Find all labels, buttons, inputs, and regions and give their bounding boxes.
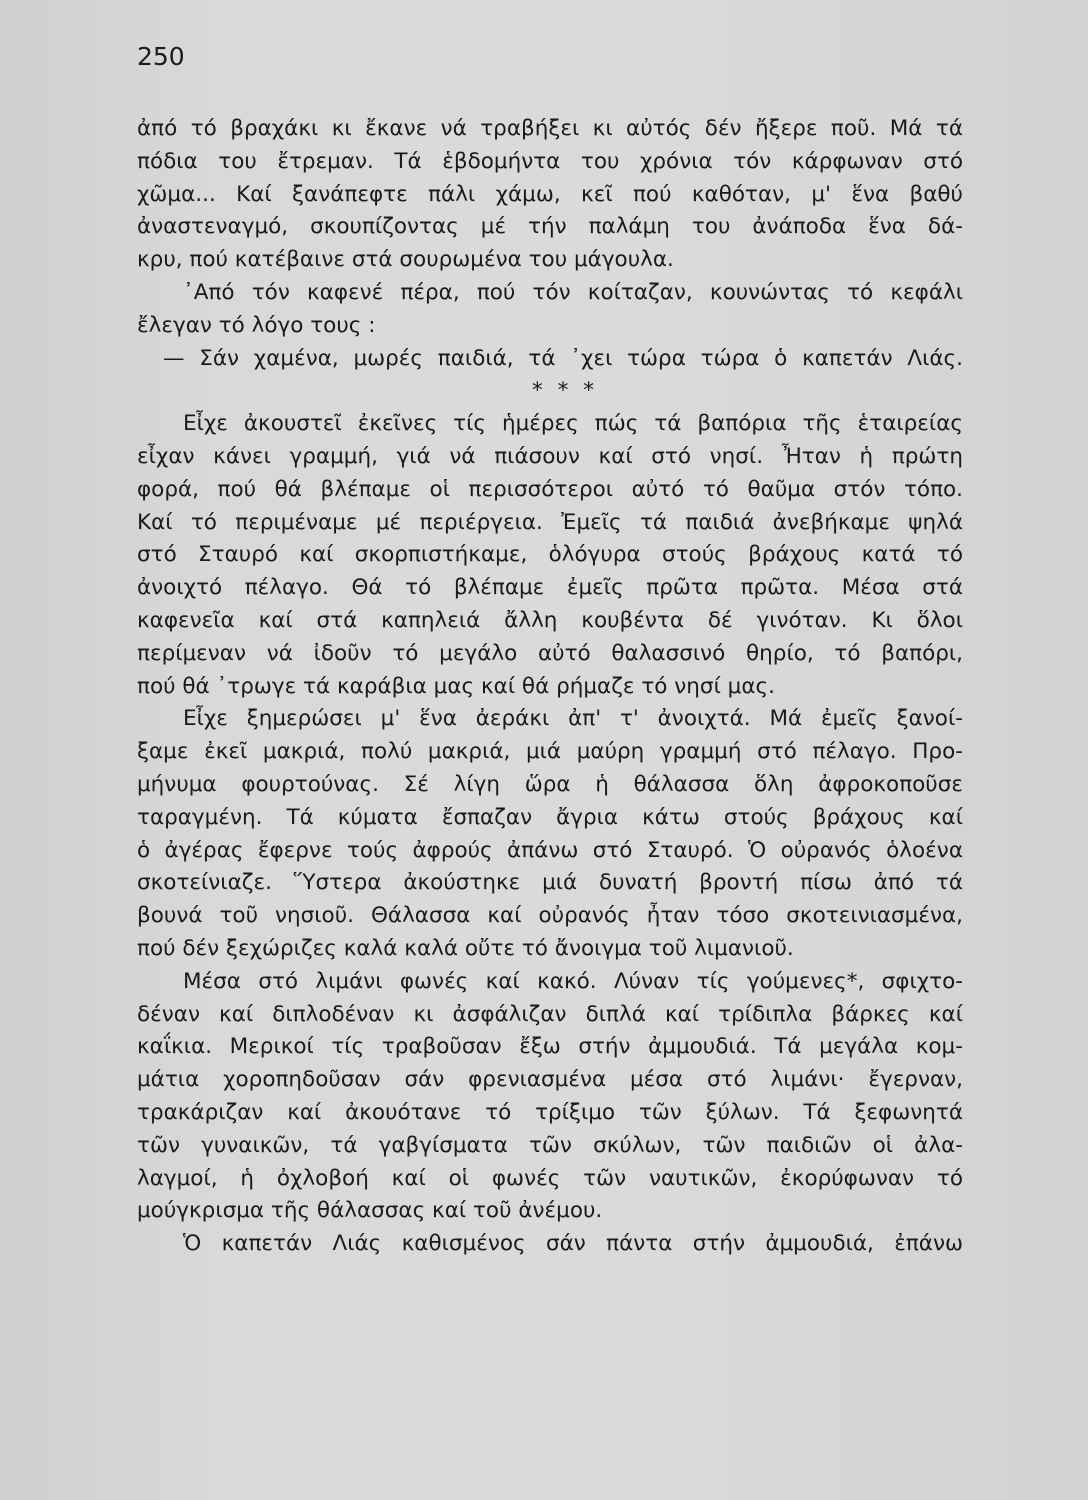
text-line: σκοτείνιαζε. Ὕστερα ἀκούστηκε μιά δυνατή βροντή πίσω ἀπό τά bbox=[137, 870, 963, 896]
text-line: κρυ, πού κατέβαινε στά σουρωμένα του μάγουλα. bbox=[137, 247, 674, 273]
text-line: μούγκρισμα τῆς θάλασσας καί τοῦ ἀνέμου. bbox=[137, 1198, 603, 1224]
text-line: μήνυμα φουρτούνας. Σέ λίγη ὥρα ἡ θάλασσα ὅλη ἀφροκοποῦσε bbox=[137, 771, 963, 797]
text-line: εἶχαν κάνει γραμμή, γιά νά πιάσουν καί στό νησί. Ἦταν ἡ πρώτη bbox=[137, 443, 963, 469]
text-line: ἀπό τό βραχάκι κι ἔκανε νά τραβήξει κι αὐτός δέν ἤξερε ποῦ. Μά τά bbox=[137, 116, 963, 141]
text-line: λαγμοί, ἡ ὀχλοβοή καί οἱ φωνές τῶν ναυτικῶν, ἐκορύφωναν τό bbox=[137, 1165, 963, 1191]
text-line: ἀναστεναγμό, σκουπίζοντας μέ τήν παλάμη του ἀνάποδα ἕνα δά- bbox=[137, 214, 963, 240]
text-line: ταραγμένη. Τά κύματα ἔσπαζαν ἄγρια κάτω στούς βράχους καί bbox=[137, 804, 963, 830]
text-line: Καί τό περιμέναμε μέ περιέργεια. Ἐμεῖς τά παιδιά ἀνεβήκαμε ψηλά bbox=[137, 509, 963, 535]
text-line: καφενεῖα καί στά καπηλειά ἄλλη κουβέντα δέ γινόταν. Κι ὅλοι bbox=[137, 607, 963, 633]
text-line: Εἶχε ἀκουστεῖ ἐκεῖνες τίς ἡμέρες πώς τά βαπόρια τῆς ἑταιρείας bbox=[183, 411, 963, 437]
text-line: Εἶχε ξημερώσει μ' ἕνα ἀεράκι ἀπ' τ' ἀνοιχτά. Μά ἐμεῖς ξανοί- bbox=[183, 706, 963, 732]
text-line: στό Σταυρό καί σκορπιστήκαμε, ὁλόγυρα στούς βράχους κατά τό bbox=[137, 542, 963, 568]
text-line: δέναν καί διπλοδέναν κι ἀσφάλιζαν διπλά καί τρίδιπλα βάρκες καί bbox=[137, 1001, 963, 1027]
text-line: χῶμα... Καί ξανάπεφτε πάλι χάμω, κεῖ πού καθόταν, μ' ἕνα βαθύ bbox=[137, 181, 963, 207]
section-separator: * * * bbox=[532, 378, 598, 404]
text-line: ὁ ἀγέρας ἔφερνε τούς ἀφρούς ἀπάνω στό Σταυρό. Ὁ οὐρανός ὁλοένα bbox=[137, 837, 963, 863]
text-line: πόδια του ἔτρεμαν. Τά ἑβδομήντα του χρόνια τόν κάρφωναν στό bbox=[137, 148, 963, 174]
text-line: φορά, πού θά βλέπαμε οἱ περισσότεροι αὐτό τό θαῦμα στόν τόπο. bbox=[137, 476, 963, 502]
text-line: Ὁ καπετάν Λιάς καθισμένος σάν πάντα στήν ἀμμουδιά, ἐπάνω bbox=[183, 1231, 963, 1257]
dialogue-line: — Σάν χαμένα, μωρές παιδιά, τά ᾿χει τώρα τώρα ὁ καπετάν Λιάς. bbox=[163, 345, 963, 371]
text-line: μάτια χοροπηδοῦσαν σάν φρενιασμένα μέσα στό λιμάνι· ἔγερναν, bbox=[137, 1067, 963, 1093]
page-number: 250 bbox=[137, 42, 185, 71]
text-line: ξαμε ἐκεῖ μακριά, πολύ μακριά, μιά μαύρη γραμμή στό πέλαγο. Προ- bbox=[137, 739, 963, 765]
text-line: βουνά τοῦ νησιοῦ. Θάλασσα καί οὐρανός ἦταν τόσο σκοτεινιασμένα, bbox=[137, 903, 963, 929]
text-line: ἔλεγαν τό λόγο τους : bbox=[137, 312, 376, 338]
text-line: πού δέν ξεχώριζες καλά καλά οὔτε τό ἄνοιγμα τοῦ λιμανιοῦ. bbox=[137, 935, 794, 961]
text-line: τῶν γυναικῶν, τά γαβγίσματα τῶν σκύλων, τῶν παιδιῶν οἱ ἀλα- bbox=[137, 1132, 963, 1158]
text-line: καΐκια. Μερικοί τίς τραβοῦσαν ἔξω στήν ἀμμουδιά. Τά μεγάλα κομ- bbox=[137, 1034, 963, 1060]
text-line: περίμεναν νά ἰδοῦν τό μεγάλο αὐτό θαλασσινό θηρίο, τό βαπόρι, bbox=[137, 640, 963, 666]
text-line: Μέσα στό λιμάνι φωνές καί κακό. Λύναν τίς γούμενες*, σφιχτο- bbox=[183, 968, 963, 994]
text-line: τρακάριζαν καί ἀκουότανε τό τρίξιμο τῶν ξύλων. Τά ξεφωνητά bbox=[137, 1099, 963, 1125]
body-text bbox=[137, 113, 963, 1261]
text-line: ἀνοιχτό πέλαγο. Θά τό βλέπαμε ἐμεῖς πρῶτα πρῶτα. Μέσα στά bbox=[137, 575, 963, 601]
text-line: πού θά ᾿τρωγε τά καράβια μας καί θά ρήμαζε τό νησί μας. bbox=[137, 673, 775, 699]
text-line: ᾿Από τόν καφενέ πέρα, πού τόν κοίταζαν, κουνώντας τό κεφάλι bbox=[183, 279, 963, 305]
